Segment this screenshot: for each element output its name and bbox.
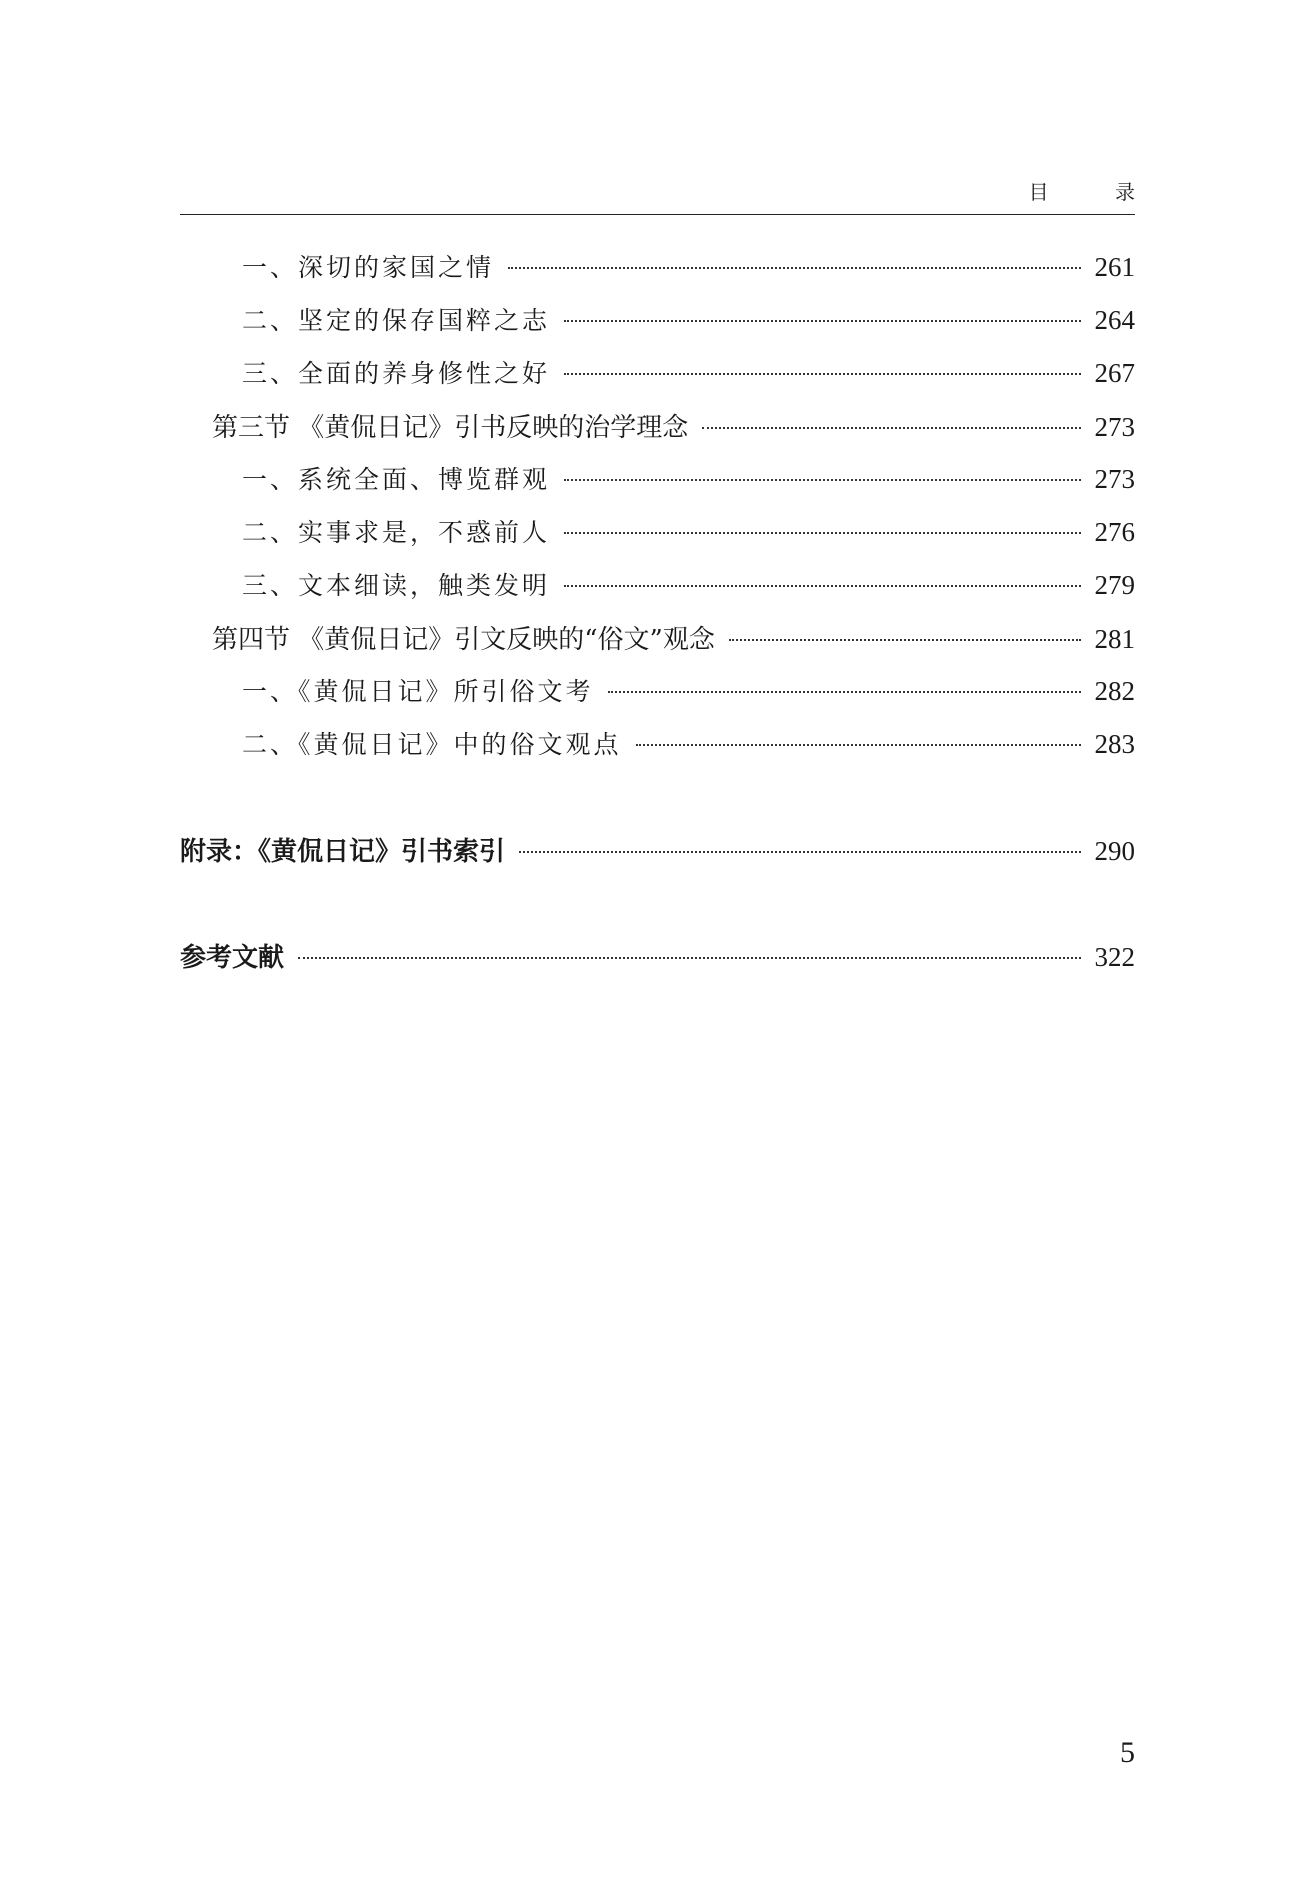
toc-entry-page: 290 xyxy=(1094,836,1135,866)
toc-entry xyxy=(180,354,1135,407)
dot-leader xyxy=(729,639,1081,641)
toc-entry-page: 279 xyxy=(1094,570,1135,600)
toc-entry-title: 二、实事求是，不惑前人 xyxy=(242,518,551,547)
dot-leader xyxy=(564,320,1080,322)
toc-entry-title: 二、坚定的保存国粹之志 xyxy=(242,306,551,335)
dot-leader xyxy=(702,427,1080,429)
dot-leader xyxy=(564,532,1080,534)
toc-entry-title: 二、《黄侃日记》中的俗文观点 xyxy=(242,730,622,759)
dot-leader xyxy=(564,373,1080,375)
dot-leader xyxy=(298,957,1080,959)
toc-section-entry xyxy=(180,619,1135,672)
header-title: 目 录 xyxy=(1028,180,1165,204)
toc-entry xyxy=(180,672,1135,725)
dot-leader xyxy=(564,479,1080,481)
toc-entry-page: 264 xyxy=(1094,305,1135,335)
dot-leader xyxy=(564,585,1080,587)
dot-leader xyxy=(608,691,1081,693)
toc-references-entry xyxy=(180,937,1135,990)
toc-entry-page: 267 xyxy=(1094,358,1135,388)
toc-entry-title: 一、深切的家国之情 xyxy=(242,253,495,282)
toc-entry xyxy=(180,460,1135,513)
toc-entry-page: 273 xyxy=(1094,464,1135,494)
toc-entry-title: 第四节 《黄侃日记》引文反映的“俗文”观念 xyxy=(212,625,715,655)
toc-entry-title: 三、全面的养身修性之好 xyxy=(242,359,551,388)
table-of-contents xyxy=(180,248,1135,990)
toc-entry-page: 281 xyxy=(1094,624,1135,654)
toc-entry-title: 一、《黄侃日记》所引俗文考 xyxy=(242,677,594,706)
toc-entry-page: 276 xyxy=(1094,517,1135,547)
toc-appendix-entry xyxy=(180,831,1135,884)
toc-entry-page: 261 xyxy=(1094,252,1135,282)
toc-entry-page: 322 xyxy=(1094,942,1135,972)
toc-entry xyxy=(180,725,1135,778)
toc-entry-page: 282 xyxy=(1094,676,1135,706)
dot-leader xyxy=(519,851,1080,853)
dot-leader xyxy=(636,744,1081,746)
toc-entry-page: 273 xyxy=(1094,412,1135,442)
running-header xyxy=(180,168,1165,215)
toc-section-entry xyxy=(180,407,1135,460)
toc-entry-title: 附录：《黄侃日记》引书索引 xyxy=(180,837,506,867)
dot-leader xyxy=(508,267,1080,269)
toc-entry xyxy=(180,248,1135,301)
toc-entry-title: 一、系统全面、博览群观 xyxy=(242,465,551,494)
toc-entry-title: 三、文本细读，触类发明 xyxy=(242,571,551,600)
page-number: 5 xyxy=(1120,1736,1135,1769)
toc-entry-title: 参考文献 xyxy=(180,943,285,973)
toc-entry-page: 283 xyxy=(1094,729,1135,759)
toc-entry-title: 第三节 《黄侃日记》引书反映的治学理念 xyxy=(212,413,689,443)
toc-entry xyxy=(180,301,1135,354)
toc-entry xyxy=(180,513,1135,566)
toc-entry xyxy=(180,566,1135,619)
